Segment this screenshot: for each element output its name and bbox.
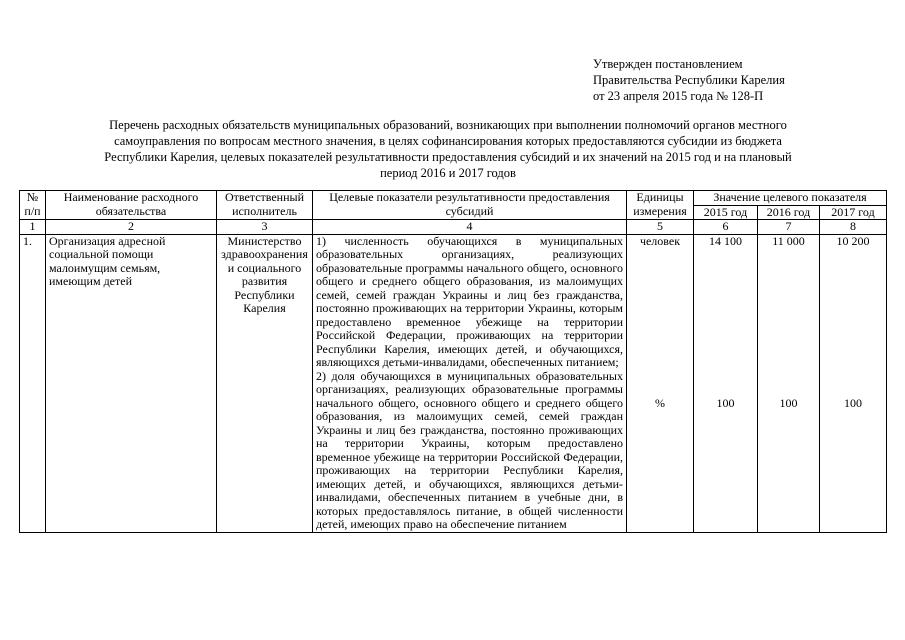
value-2016-cell xyxy=(758,234,820,532)
indicator-2-value-2016: 100 xyxy=(779,396,798,410)
col-number-6: 6 xyxy=(694,220,758,235)
table-row xyxy=(20,234,887,532)
indicator-2-value-2015: 100 xyxy=(716,396,735,410)
indicators-cell xyxy=(313,234,627,532)
col-number-7: 7 xyxy=(758,220,820,235)
col-number-4: 4 xyxy=(313,220,627,235)
col-number-2: 2 xyxy=(46,220,217,235)
value-2015-cell xyxy=(694,234,758,532)
responsible-executor: Министерство здравоохранения и социального развития Республики Карелия xyxy=(217,234,313,532)
indicator-1-unit: человек xyxy=(639,233,681,248)
obligations-table xyxy=(19,190,887,533)
header-year-2015: 2015 год xyxy=(694,205,758,220)
header-year-2017: 2017 год xyxy=(820,205,887,220)
indicator-2-text: 2) доля обучающихся в муниципальных образовательных организациях, реализующих образовательные программы начального общего, основного общего и среднего общего образования, из малоимущих семей, семей граждан Украины и лиц без гражданства, постоянно проживающих на территории Украины, которым предоставлено временное убежище на территории Российской Федерации, проживающих на территории Республики Карелия, имеющих детей, и обучающихся, являющихся детьми-инвалидами, обеспеченных питанием в учебные дни, в которых предоставлялось питание, в общей численности детей, имеющих право на обеспечение питанием xyxy=(316,368,623,531)
indicator-1-text: 1) численность обучающихся в муниципальных образовательных организациях, реализующих образовательные программы начального общего, основного общего и среднего общего образования, из малоимущих семей, семей граждан Украины и лиц без гражданства, постоянно проживающих на территории Украины, которым предоставлено временное убежище на территории Российской Федерации, проживающих на территории Республики Карелия, имеющих детей, и обучающихся, являющихся детьми-инвалидами, обеспеченных питанием; xyxy=(316,233,623,369)
header-units: Единицы измерения xyxy=(627,191,694,220)
approval-line-3: от 23 апреля 2015 года № 128-П xyxy=(593,89,764,103)
row-number: 1. xyxy=(20,234,46,532)
indicator-2-unit: % xyxy=(655,396,665,410)
col-number-5: 5 xyxy=(627,220,694,235)
col-number-1: 1 xyxy=(20,220,46,235)
col-number-3: 3 xyxy=(217,220,313,235)
header-num: № п/п xyxy=(20,191,46,220)
document-title: Перечень расходных обязательств муниципальных образований, возникающих при выполнении полномочий органов местного самоуправления по вопросам местного значения, в целях софинансирования которых предоставляются субсидии из бюджета Республики Карелия, целевых показателей результативности предоставления субсидий и их значений на 2015 год и на плановый период 2016 и 2017 годов xyxy=(104,118,792,180)
units-cell xyxy=(627,234,694,532)
indicator-2-value-2017: 100 xyxy=(844,396,862,410)
column-number-row xyxy=(20,220,887,235)
header-row-1 xyxy=(20,191,887,206)
indicator-1-value-2017: 10 200 xyxy=(836,233,870,248)
approval-line-2: Правительства Республики Карелия xyxy=(593,73,785,87)
value-2017-cell xyxy=(820,234,887,532)
header-name: Наименование расходного обязательства xyxy=(46,191,217,220)
header-executor: Ответственный исполнитель xyxy=(217,191,313,220)
header-indicators: Целевые показатели результативности предоставления субсидий xyxy=(313,191,627,220)
col-number-8: 8 xyxy=(820,220,887,235)
indicator-1-value-2015: 14 100 xyxy=(709,233,742,248)
obligation-name: Организация адресной социальной помощи малоимущим семьям, имеющим детей xyxy=(46,234,217,532)
approval-note xyxy=(593,56,785,104)
header-value-group: Значение целевого показателя xyxy=(694,191,887,206)
approval-line-1: Утвержден постановлением xyxy=(593,57,743,71)
header-year-2016: 2016 год xyxy=(758,205,820,220)
indicator-1-value-2016: 11 000 xyxy=(772,233,805,248)
